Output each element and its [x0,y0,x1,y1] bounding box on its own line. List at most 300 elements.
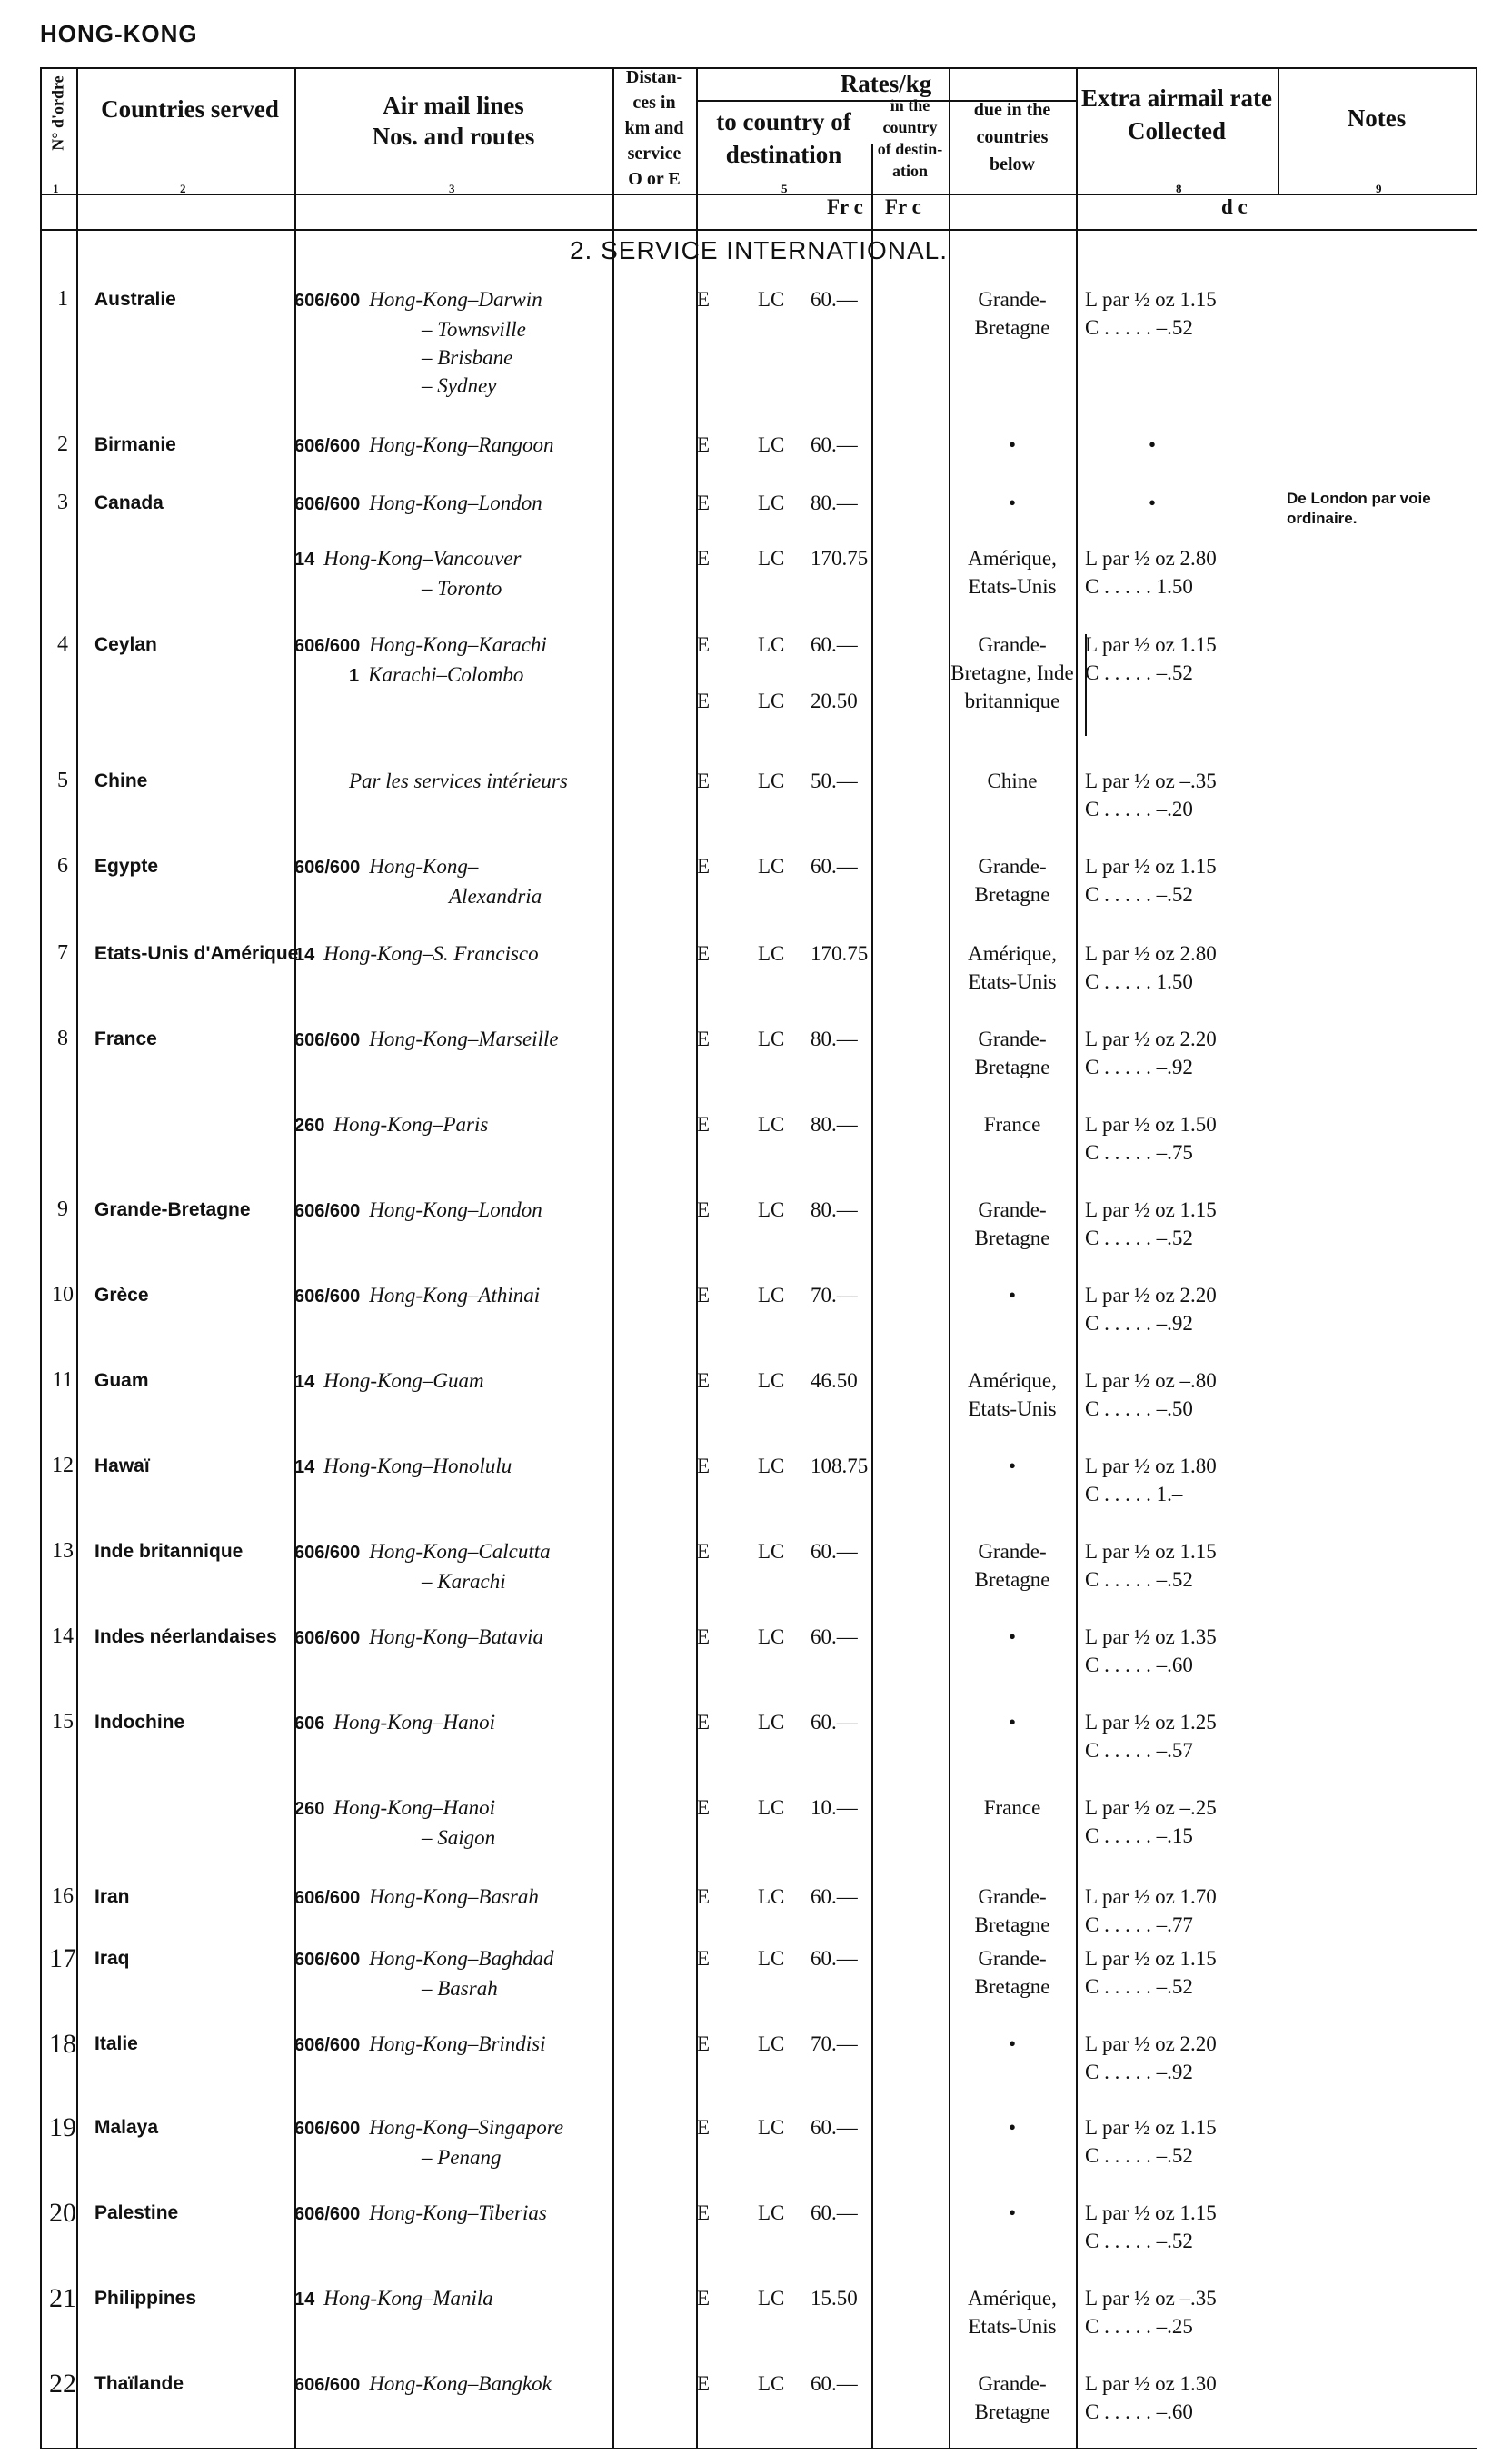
route-text: Hong-Kong–Bangkok [369,2372,552,2395]
rate-value [758,1537,912,1565]
due-country: • [1008,1625,1017,1648]
rate-code: LC [758,547,785,570]
route-list [294,767,647,795]
country-name: Etats-Unis d'Amérique [94,943,299,964]
rate-value [758,1452,912,1480]
route-line [294,882,647,910]
route-number: 606/600 [294,1030,361,1050]
extra-rate [1085,1883,1303,1939]
route-line [294,1974,647,2002]
rate-amount: 60.— [811,855,858,878]
row-number: 14 [52,1624,74,1648]
header-dist-2: ces in [632,93,676,113]
route-list [294,2370,647,2399]
rate-value [758,1793,912,1822]
service-type: E [696,433,711,456]
column-rule [949,67,950,2449]
route-line [294,2113,647,2143]
extra-rate [1085,1196,1303,1252]
row-number: 1 [57,287,68,311]
service-type: E [696,1540,711,1563]
rate-value [758,852,912,880]
extra-rate [1085,939,1303,996]
due-country: Grande-Bretagne [974,1540,1050,1591]
route-line [294,285,647,315]
rate-amount: 60.— [811,633,858,656]
extra-rate [1085,1793,1303,1850]
rate-code: LC [758,1455,785,1477]
country-name: Indes néerlandaises [94,1626,277,1647]
route-text: – Toronto [422,577,502,600]
due-country: • [1008,2116,1017,2139]
service-type: E [696,2116,711,2139]
route-line [294,574,647,602]
due-country: Grande-Bretagne [974,1947,1050,1998]
extra-rate-line: • [1149,492,1157,514]
route-line [294,852,647,882]
service-type: E [696,633,711,656]
extra-rate [1085,852,1303,909]
rate-code: LC [758,1198,785,1221]
route-text: Hong-Kong–Baghdad [369,1947,554,1970]
header-dist-5: O or E [628,169,681,189]
column-rule [1076,67,1078,2449]
rate-code: LC [758,1885,785,1908]
extra-rate-line: C . . . . . –.20 [1085,798,1193,820]
rate-amount: 60.— [811,2201,858,2224]
service-type: E [696,1455,711,1477]
rate-amount: 60.— [811,1711,858,1734]
rate-amount: 20.50 [811,690,858,712]
rate-amount: 50.— [811,770,858,792]
rate-value [758,2284,912,2312]
rate-value [758,1025,912,1053]
route-text: Hong-Kong–Tiberias [369,2201,547,2224]
header-rates: Rates/kg [840,70,932,97]
header-to-country-2: destination [725,141,842,168]
rate-value [758,1366,912,1395]
rate-amount: 15.50 [811,2287,858,2310]
rate-value [758,2030,912,2058]
service-type: E [696,1796,711,1819]
route-line [294,2030,647,2060]
bracket [1078,634,1087,736]
route-line [294,1793,647,1823]
table-border-bottom [40,2448,1477,2449]
service-type: E [696,1625,711,1648]
country-name: Iran [94,1886,130,1907]
rate-code: LC [758,2372,785,2395]
route-number: 606/600 [294,1950,361,1970]
route-text: Hong-Kong–Calcutta [369,1540,551,1563]
extra-rate-line: C . . . . . 1.– [1085,1483,1183,1505]
rate-code: LC [758,1028,785,1050]
service-type: E [696,2287,711,2310]
rate-value [758,687,912,715]
row-number: 3 [57,491,68,514]
country-name: Indochine [94,1712,185,1733]
extra-rate-line: L par ½ oz 1.15 [1085,1540,1217,1563]
extra-rate [1085,285,1303,342]
row-note: De London par voie ordinaire. [1287,490,1431,527]
header-in-country-3: of destin- [877,140,943,158]
rate-code: LC [758,1796,785,1819]
service-type: E [696,770,711,792]
route-line [294,489,647,519]
extra-rate-line: L par ½ oz 2.80 [1085,942,1217,965]
due-country: Grande-Bretagne [974,2372,1050,2423]
row-number: 10 [52,1283,74,1307]
route-line [294,544,647,574]
route-line [294,2199,647,2229]
header-due-1: due in the [973,100,1051,120]
extra-rate [1085,1110,1303,1167]
route-list [294,1281,647,1311]
rate-value [758,1708,912,1736]
route-text: Hong-Kong–Basrah [369,1885,539,1908]
route-line [294,631,647,661]
country-name: Grande-Bretagne [94,1199,251,1220]
rate-value [758,285,912,313]
country-name: Palestine [94,2202,179,2223]
route-list [294,489,647,519]
column-number: 5 [781,182,788,195]
route-text: – Townsville [422,318,526,341]
route-text: Hong-Kong–Hanoi [333,1711,495,1734]
route-line [294,431,647,461]
rate-code: LC [758,433,785,456]
country-name: Australie [94,289,176,310]
extra-rate-line: L par ½ oz –.80 [1085,1369,1217,1392]
country-name: Ceylan [94,634,157,655]
due-country: France [983,1113,1041,1136]
column-number: 2 [180,182,186,195]
route-list [294,631,647,691]
route-line [294,1623,647,1653]
route-number: 606/600 [294,1543,361,1563]
route-number: 14 [294,945,315,965]
due-country: Grande-Bretagne [974,1885,1050,1936]
country-name: Canada [94,492,164,513]
route-line [294,2143,647,2171]
extra-rate-line: L par ½ oz 2.20 [1085,1284,1217,1307]
country-name: Malaya [94,2117,159,2138]
route-list [294,939,647,969]
unit-frc: Fr c [827,195,863,218]
rate-value [758,489,912,517]
route-text: – Saigon [422,1826,496,1849]
route-text: Hong-Kong–Karachi [369,633,547,656]
extra-rate-line: L par ½ oz 1.15 [1085,633,1217,656]
service-type: E [696,1885,711,1908]
rate-amount: 70.— [811,2032,858,2055]
route-number: 14 [294,2290,315,2310]
rate-amount: 60.— [811,288,858,311]
row-number: 9 [57,1197,68,1221]
header-rule [40,194,1477,195]
rate-amount: 80.— [811,1028,858,1050]
service-type: E [696,1947,711,1970]
extra-rate [1085,1708,1303,1764]
page-title: HONG-KONG [40,20,198,47]
row-number: 15 [52,1710,74,1734]
service-type: E [696,2201,711,2224]
rate-code: LC [758,1540,785,1563]
header-lines-1: Air mail lines [383,92,524,119]
country-name: Grèce [94,1285,149,1306]
extra-rate [1085,544,1303,601]
header-dist-3: km and [624,118,684,138]
route-line [294,1944,647,1974]
due-country: • [1008,433,1017,456]
route-line [294,1281,647,1311]
extra-rate-line: C . . . . . –.15 [1085,1824,1193,1847]
extra-rate-line: L par ½ oz –.25 [1085,1796,1217,1819]
rate-amount: 60.— [811,1625,858,1648]
extra-rate-line: L par ½ oz –.35 [1085,770,1217,792]
rate-amount: 46.50 [811,1369,858,1392]
route-text: Hong-Kong–London [369,492,542,514]
route-list [294,1366,647,1396]
service-type: E [696,2372,711,2395]
route-list [294,2113,647,2171]
route-list [294,1883,647,1913]
route-text: Hong-Kong–Darwin [369,288,542,311]
due-country: Grande-Bretagne, Inde britannique [950,633,1074,712]
rate-amount: 60.— [811,2116,858,2139]
extra-rate-line: C . . . . . –.60 [1085,2400,1193,2423]
country-name: Hawaï [94,1456,150,1476]
due-country: • [1008,1455,1017,1477]
route-text: Alexandria [449,885,542,908]
extra-rate-line: C . . . . . –.52 [1085,1568,1193,1591]
header-extra-1: Extra airmail rate [1081,84,1272,112]
rate-amount: 60.— [811,1885,858,1908]
row-number: 2 [57,432,68,456]
route-number: 14 [294,550,315,570]
country-name: Inde britannique [94,1541,244,1562]
country-name: Philippines [94,2288,197,2309]
rate-value [758,2199,912,2227]
extra-rate [1085,1281,1303,1337]
rate-code: LC [758,633,785,656]
row-number: 11 [52,1368,74,1392]
route-line [294,1823,647,1852]
rate-code: LC [758,288,785,311]
extra-rate-line: C . . . . . –.92 [1085,1056,1193,1078]
extra-rate-line: C . . . . . –.52 [1085,1227,1193,1249]
extra-rate-line: C . . . . . –.52 [1085,316,1193,339]
route-line [294,939,647,969]
extra-rate-line: C . . . . . 1.50 [1085,970,1193,993]
service-type: E [696,1284,711,1307]
rate-amount: 70.— [811,1284,858,1307]
route-text: Hong-Kong–Rangoon [369,433,554,456]
header-due-2: countries [976,127,1049,147]
rate-code: LC [758,1947,785,1970]
route-list [294,1452,647,1482]
rate-value [758,2370,912,2398]
rate-code: LC [758,2201,785,2224]
route-text: Hong-Kong–Marseille [369,1028,559,1050]
route-line [294,1110,647,1140]
extra-rate-line: C . . . . . –.57 [1085,1739,1193,1762]
route-number: 606/600 [294,1287,361,1307]
due-country: Grande-Bretagne [974,1198,1050,1249]
rate-code: LC [758,690,785,712]
service-type: E [696,2032,711,2055]
route-list [294,431,647,461]
rate-value [758,1623,912,1651]
rate-code: LC [758,770,785,792]
route-line [294,315,647,343]
rate-code: LC [758,942,785,965]
route-number: 1 [349,666,360,686]
extra-rate-line: L par ½ oz 1.15 [1085,855,1217,878]
extra-rate-line: C . . . . . –.92 [1085,1312,1193,1335]
extra-rate-line: L par ½ oz 1.15 [1085,2201,1217,2224]
route-list [294,285,647,400]
extra-rate-line: C . . . . . –.77 [1085,1913,1193,1936]
column-rule [696,67,698,2449]
row-number: 8 [57,1027,68,1050]
extra-rate-line: C . . . . . –.52 [1085,661,1193,684]
route-text: Hong-Kong–Manila [323,2287,493,2310]
extra-rate [1085,1537,1303,1594]
route-list [294,544,647,602]
service-type: E [696,690,711,712]
route-text: Hong-Kong–Hanoi [333,1796,495,1819]
route-line [294,1196,647,1226]
table-border-left [40,67,42,2449]
route-number: 606/600 [294,2375,361,2395]
service-type: E [696,547,711,570]
header-rule [40,229,1477,231]
rate-amount: 60.— [811,1947,858,1970]
rate-code: LC [758,855,785,878]
column-number: 1 [53,182,59,195]
route-text: – Penang [422,2146,502,2169]
extra-rate-line: L par ½ oz 1.70 [1085,1885,1217,1908]
rate-code: LC [758,492,785,514]
extra-rate [1085,767,1303,823]
route-list [294,1708,647,1738]
extra-rate [1085,2284,1303,2340]
extra-rate [1085,631,1303,687]
extra-rate-line: L par ½ oz 1.15 [1085,1947,1217,1970]
rate-value [758,431,912,459]
extra-rate [1085,1366,1303,1423]
route-list [294,1196,647,1226]
column-number: 3 [449,182,455,195]
due-country: Grande-Bretagne [974,855,1050,906]
route-number: 606/600 [294,2035,361,2055]
due-country: Grande-Bretagne [974,1028,1050,1078]
route-number: 606/600 [294,1201,361,1221]
due-country: Amérique, Etats-Unis [968,942,1057,993]
route-number: 606/600 [294,291,361,311]
extra-rate [1085,1944,1303,2001]
rate-value [758,939,912,968]
country-name: Egypte [94,856,159,877]
due-country: • [1008,1711,1017,1734]
extra-rate-line: L par ½ oz 1.15 [1085,2116,1217,2139]
route-line [294,1883,647,1913]
header-countries: Countries served [101,95,279,123]
column-number: 9 [1376,182,1382,195]
header-dist-4: service [627,144,681,164]
rate-code: LC [758,1711,785,1734]
route-number: 260 [294,1116,325,1136]
route-number: 606/600 [294,1888,361,1908]
rate-amount: 60.— [811,1540,858,1563]
extra-rate-line: C . . . . . –.75 [1085,1141,1193,1164]
route-list [294,852,647,910]
column-rule [294,67,296,2449]
route-text: Hong-Kong–Brindisi [369,2032,546,2055]
rate-amount: 108.75 [811,1455,869,1477]
country-name: Chine [94,770,148,791]
rate-value [758,1281,912,1309]
route-line [294,2370,647,2399]
route-line [294,1452,647,1482]
route-number: 260 [294,1799,325,1819]
row-number: 7 [57,941,68,965]
header-due-3: below [990,154,1035,174]
route-text: Hong-Kong– [369,855,479,878]
route-list [294,1537,647,1595]
row-number: 5 [57,769,68,792]
row-number: 20 [49,2198,76,2228]
rate-value [758,767,912,795]
extra-rate-line: C . . . . . –.25 [1085,2315,1193,2338]
route-line [294,343,647,372]
route-text: Hong-Kong–Guam [323,1369,484,1392]
row-number: 17 [49,1943,76,1973]
extra-rate-line: L par ½ oz 2.20 [1085,1028,1217,1050]
due-country: • [1008,492,1017,514]
row-number: 22 [49,2369,76,2399]
route-text: Par les services intérieurs [349,770,568,792]
extra-rate [1085,1025,1303,1081]
rate-value [758,1110,912,1138]
route-number: 606/600 [294,494,361,514]
route-line [294,661,647,691]
route-number: 14 [294,1457,315,1477]
route-text: Hong-Kong–Paris [333,1113,489,1136]
route-number: 606/600 [294,2204,361,2224]
row-number: 16 [52,1884,74,1908]
extra-rate-line: C . . . . . –.52 [1085,2230,1193,2252]
extra-rate [1085,1623,1303,1679]
service-type: E [696,288,711,311]
route-line [294,2284,647,2314]
service-type: E [696,1711,711,1734]
route-text: Hong-Kong–Athinai [369,1284,541,1307]
rate-code: LC [758,1113,785,1136]
column-rule [612,67,614,2449]
rate-code: LC [758,2032,785,2055]
due-country: • [1008,1284,1017,1307]
rate-value [758,1883,912,1911]
extra-rate-line: L par ½ oz 1.15 [1085,1198,1217,1221]
rate-code: LC [758,1625,785,1648]
extra-rate-line: C . . . . . –.50 [1085,1397,1193,1420]
extra-rate-line: C . . . . . –.92 [1085,2061,1193,2083]
extra-rate [1085,2113,1303,2170]
route-number: 606 [294,1714,325,1734]
rate-value [758,1944,912,1972]
